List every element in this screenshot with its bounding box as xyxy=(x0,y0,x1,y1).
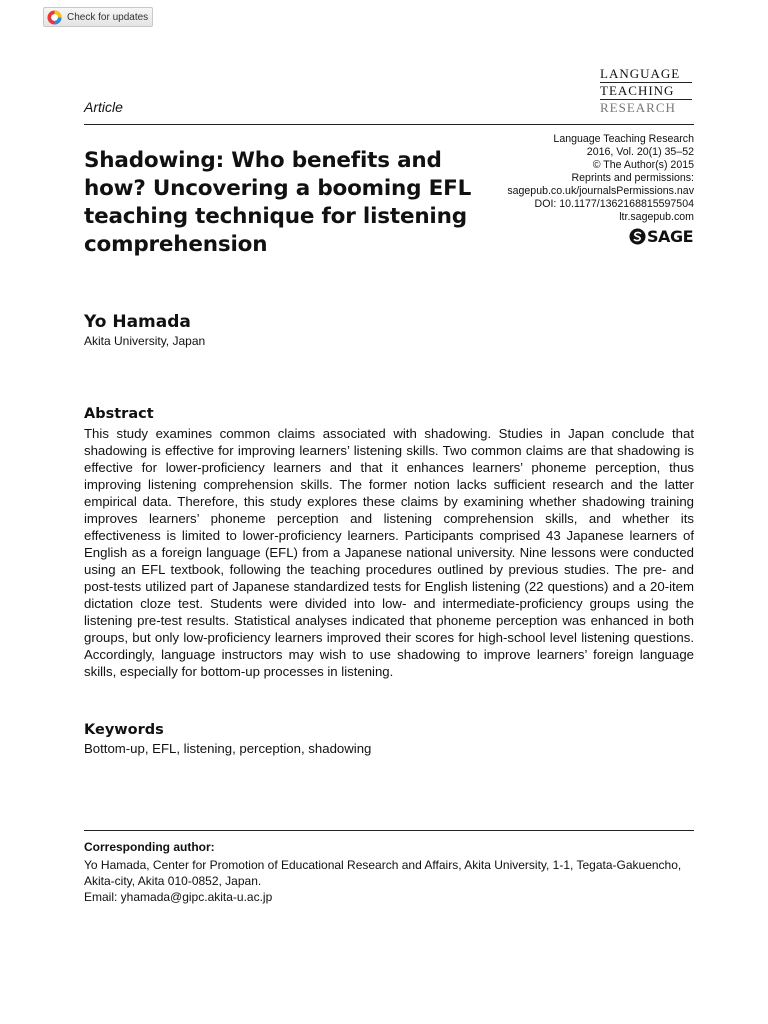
journal-site-link[interactable]: ltr.sagepub.com xyxy=(619,211,694,223)
header-divider xyxy=(84,124,694,125)
journal-logo-line: LANGUAGE xyxy=(600,66,692,83)
copyright-notice: © The Author(s) 2015 xyxy=(592,159,694,171)
article-title: Shadowing: Who benefits and how? Uncovering a booming EFL teaching technique for listening comprehension xyxy=(84,148,472,257)
crossmark-icon xyxy=(47,10,62,25)
corresponding-author-details xyxy=(84,857,694,905)
doi-link[interactable]: DOI: 10.1177/1362168815597504 xyxy=(534,198,694,210)
volume-info: 2016, Vol. 20(1) 35–52 xyxy=(586,146,694,158)
keywords-heading: Keywords xyxy=(84,722,164,738)
corresponding-author-email[interactable]: Email: yhamada@gipc.akita-u.ac.jp xyxy=(84,890,273,904)
author-name: Yo Hamada xyxy=(84,312,191,332)
journal-logo-line: TEACHING xyxy=(600,83,692,100)
sage-s-icon xyxy=(629,228,646,245)
journal-metadata xyxy=(454,133,694,224)
abstract-heading: Abstract xyxy=(84,406,154,422)
check-for-updates-label: Check for updates xyxy=(67,11,149,23)
journal-logo xyxy=(600,66,692,116)
journal-name: Language Teaching Research xyxy=(553,133,694,145)
reprints-label: Reprints and permissions: xyxy=(571,172,694,184)
permissions-link[interactable]: sagepub.co.uk/journalsPermissions.nav xyxy=(507,185,694,197)
check-for-updates-button[interactable] xyxy=(43,7,153,27)
corresponding-author-heading: Corresponding author: xyxy=(84,840,215,854)
journal-logo-line: RESEARCH xyxy=(600,100,676,115)
keywords-text: Bottom-up, EFL, listening, perception, shadowing xyxy=(84,741,372,756)
abstract-text: This study examines common claims associated with shadowing. Studies in Japan conclude that shadowing is effective for improving learners’ listening skills. Two common claims are that shadowing is effective for lower-proficiency learners and that it enhances learners’ phoneme perception, thus improving listening comprehension skills. The former notion lacks sufficient research and the latter empirical data. Therefore, this study explores these claims by examining whether shadowing training improves learners’ phoneme perception and listening comprehension skills, and whether its effectiveness is limited to lower-proficiency learners. Participants comprised 43 Japanese learners of English as a foreign language (EFL) from a Japanese national university. Nine lessons were conducted using an EFL textbook, following the teaching procedures outlined by previous studies. The pre- and post-tests utilized part of Japanese standardized tests for English listening (22 questions) and a 20-item dictation cloze test. Students were divided into low- and intermediate-proficiency groups using the listening pre-test results. Statistical analyses indicated that phoneme perception was enhanced in both groups, but only low-proficiency learners improved their scores for high-school level listening questions. Accordingly, language instructors may wish to use shadowing to improve learners’ foreign language skills, especially for bottom-up processes in listening. xyxy=(84,426,694,679)
footer-divider xyxy=(84,830,694,831)
publisher-name: SAGE xyxy=(647,227,693,246)
author-affiliation: Akita University, Japan xyxy=(84,334,206,348)
corresponding-author-address: Yo Hamada, Center for Promotion of Educational Research and Affairs, Akita University, 1-1, Tegata-Gakuencho, Akita-city, Akita 010-0852, Japan. xyxy=(84,858,682,888)
publisher-logo xyxy=(629,227,693,246)
article-type-label: Article xyxy=(84,99,123,115)
